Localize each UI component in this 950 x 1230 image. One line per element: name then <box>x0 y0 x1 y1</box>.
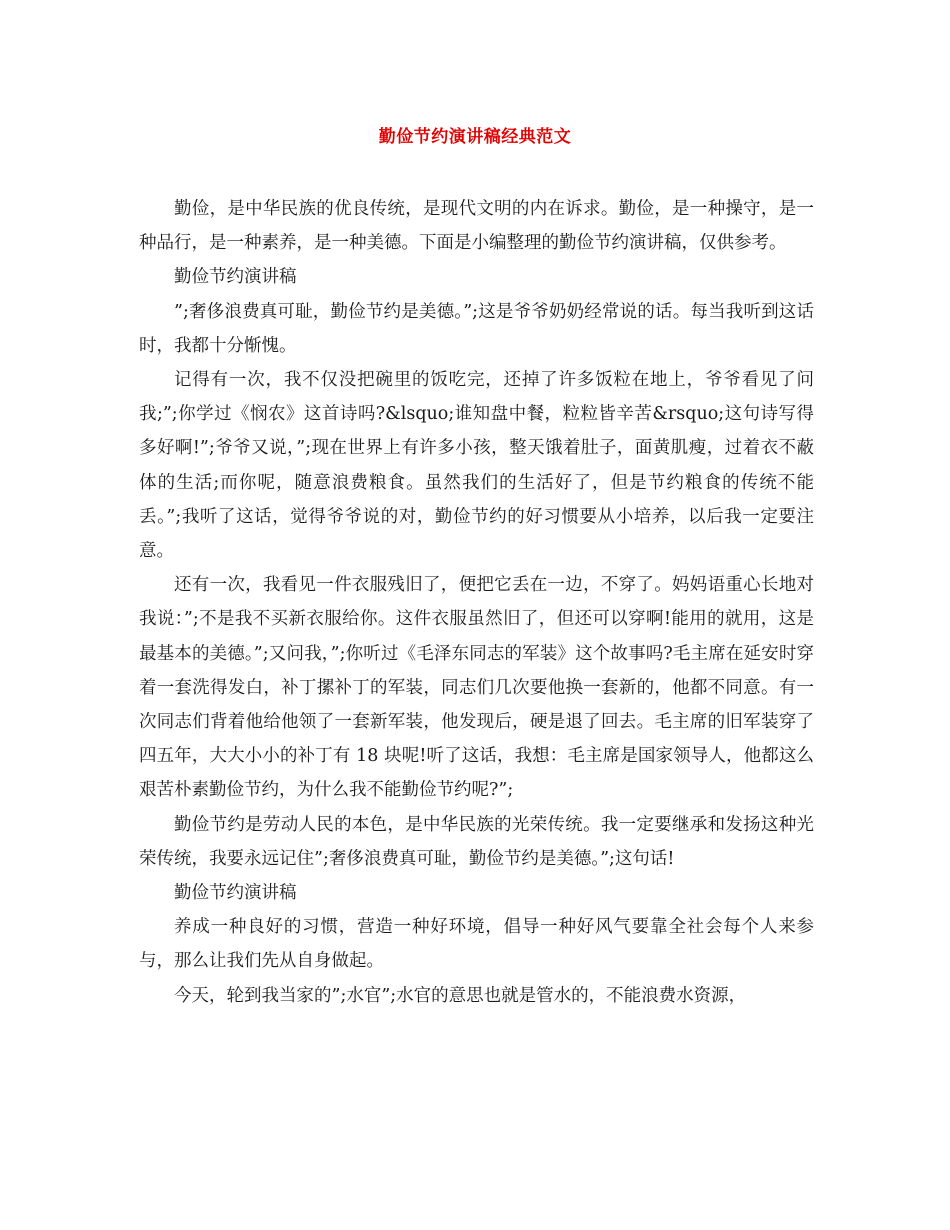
section-heading: 勤俭节约演讲稿 <box>174 267 297 288</box>
paragraph-intro: 勤俭，是中华民族的优良传统，是现代文明的内在诉求。勤俭，是一种操守，是一种品行，是一种素养，是一种美德。下面是小编整理的勤俭节约演讲稿，仅供参考。 <box>139 199 814 254</box>
paragraph: 养成一种良好的习惯，营造一种好环境，倡导一种好风气要靠全社会每个人来参与，那么让我们先从自身做起。 <box>139 917 814 972</box>
document-body <box>139 192 814 1013</box>
paragraph: 记得有一次，我不仅没把碗里的饭吃完，还掉了许多饭粒在地上，爷爷看见了问我;”;你学过《悯农》这首诗吗?&lsquo;谁知盘中餐，粒粒皆辛苦&rsquo;这句诗写得多好啊!”;爷爷又说，”;现在世界上有许多小孩，整天饿着肚子，面黄肌瘦，过着衣不蔽体的生活;而你呢，随意浪费粮食。虽然我们的生活好了，但是节约粮食的传统不能丢。”;我听了这话，觉得爷爷说的对，勤俭节约的好习惯要从小培养，以后我一定要注意。 <box>139 370 814 562</box>
paragraph: 今天，轮到我当家的”;水官”;水官的意思也就是管水的，不能浪费水资源， <box>174 985 747 1006</box>
paragraph: 还有一次，我看见一件衣服残旧了，便把它丢在一边，不穿了。妈妈语重心长地对我说：”;不是我不买新衣服给你。这件衣服虽然旧了，但还可以穿啊!能用的就用，这是最基本的美德。”;又问我，”;你听过《毛泽东同志的军装》这个故事吗?毛主席在延安时穿着一套洗得发白，补丁摞补丁的军装，同志们几次要他换一套新的，他都不同意。有一次同志们背着他给他领了一套新军装，他发现后，硬是退了回去。毛主席的旧军装穿了四五年，大大小小的补丁有 18 块呢!听了这话，我想：毛主席是国家领导人，他都这么艰苦朴素勤俭节约，为什么我不能勤俭节约呢?”; <box>139 575 814 801</box>
paragraph: 勤俭节约是劳动人民的本色，是中华民族的光荣传统。我一定要继承和发扬这种光荣传统，我要永远记住”;奢侈浪费真可耻，勤俭节约是美德。”;这句话! <box>139 814 814 869</box>
section-heading: 勤俭节约演讲稿 <box>174 883 297 904</box>
paragraph: ”;奢侈浪费真可耻，勤俭节约是美德。”;这是爷爷奶奶经常说的话。每当我听到这话时，我都十分惭愧。 <box>139 301 814 356</box>
document-title: 勤俭节约演讲稿经典范文 <box>378 127 572 147</box>
